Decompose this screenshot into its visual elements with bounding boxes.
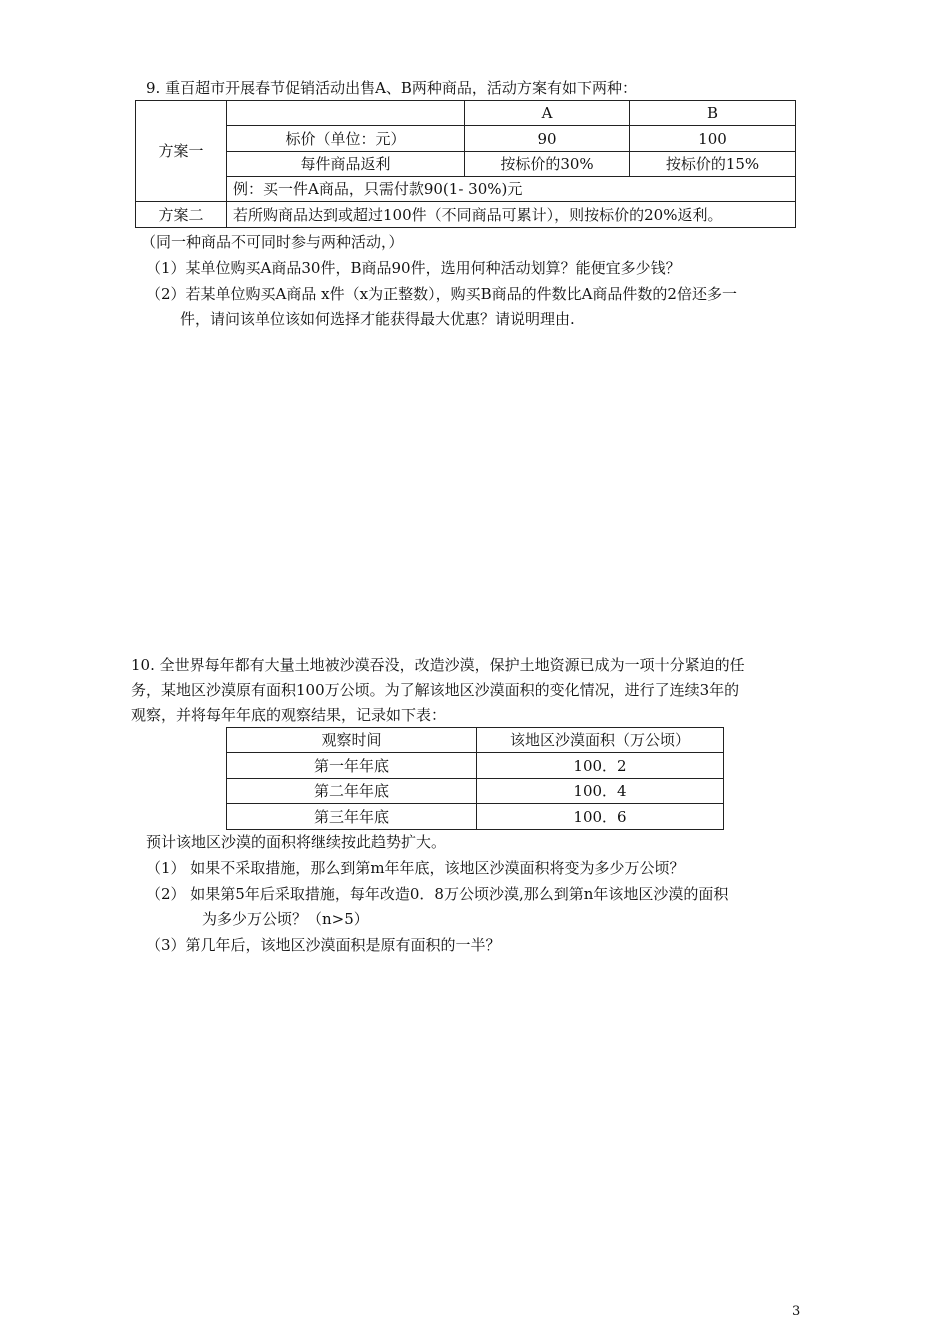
q9-sub2-line2: 件，请问该单位该如何选择才能获得最大优惠？请说明理由. — [180, 310, 575, 328]
table-cell: 第一年年底 — [227, 753, 477, 779]
price-b: 100 — [630, 126, 796, 152]
q9-intro: 9. 重百超市开展春节促销活动出售A、B两种商品，活动方案有如下两种： — [146, 79, 637, 97]
page-number: 3 — [792, 1304, 801, 1319]
plan2-description: 若所购商品达到或超过100件（不同商品可累计），则按标价的20%返利。 — [227, 202, 796, 228]
q9-sub1: （1）某单位购买A商品30件，B商品90件，选用何种活动划算？能便宜多少钱？ — [146, 259, 681, 277]
price-a: 90 — [465, 126, 630, 152]
rebate-b: 按标价的15% — [630, 152, 796, 177]
header-empty-cell — [227, 101, 465, 126]
q10-desert-table — [226, 727, 724, 830]
q10-line1: 10. 全世界每年都有大量土地被沙漠吞没，改造沙漠，保护土地资源已成为一项十分紧迫的任 — [131, 656, 745, 674]
q10-line3: 观察，并将每年年底的观察结果，记录如下表： — [131, 706, 447, 724]
q9-note: （同一种商品不可同时参与两种活动，） — [141, 233, 404, 251]
plan1-label: 方案一 — [136, 101, 227, 202]
table-cell: 100．6 — [477, 804, 724, 830]
price-label: 标价（单位：元） — [227, 126, 465, 152]
table-header: 该地区沙漠面积（万公顷） — [477, 728, 724, 753]
table-cell: 第三年年底 — [227, 804, 477, 830]
plan1-example: 例：买一件A商品，只需付款90(1- 30%)元 — [227, 177, 796, 202]
rebate-label: 每件商品返利 — [227, 152, 465, 177]
table-cell: 100．2 — [477, 753, 724, 779]
q10-trend: 预计该地区沙漠的面积将继续按此趋势扩大。 — [146, 833, 447, 851]
header-col-a: A — [465, 101, 630, 126]
q10-sub2-line1: （2） 如果第5年后采取措施，每年改造0．8万公顷沙漠,那么到第n年该地区沙漠的面积 — [146, 885, 729, 903]
q10-sub3: （3）第几年后，该地区沙漠面积是原有面积的一半？ — [146, 936, 501, 954]
table-cell: 第二年年底 — [227, 779, 477, 804]
q10-line2: 务，某地区沙漠原有面积100万公顷。为了解该地区沙漠面积的变化情况，进行了连续3年的 — [131, 681, 740, 699]
header-col-b: B — [630, 101, 796, 126]
q9-promo-table — [135, 100, 796, 228]
table-header: 观察时间 — [227, 728, 477, 753]
q10-sub1: （1） 如果不采取措施，那么到第m年年底，该地区沙漠面积将变为多少万公顷？ — [146, 859, 685, 877]
rebate-a: 按标价的30% — [465, 152, 630, 177]
plan2-label: 方案二 — [136, 202, 227, 228]
table-cell: 100．4 — [477, 779, 724, 804]
q9-sub2-line1: （2）若某单位购买A商品 x件（x为正整数），购买B商品的件数比A商品件数的2倍还多一 — [146, 285, 737, 303]
q10-sub2-line2: 为多少万公顷？（n>5） — [202, 910, 369, 928]
